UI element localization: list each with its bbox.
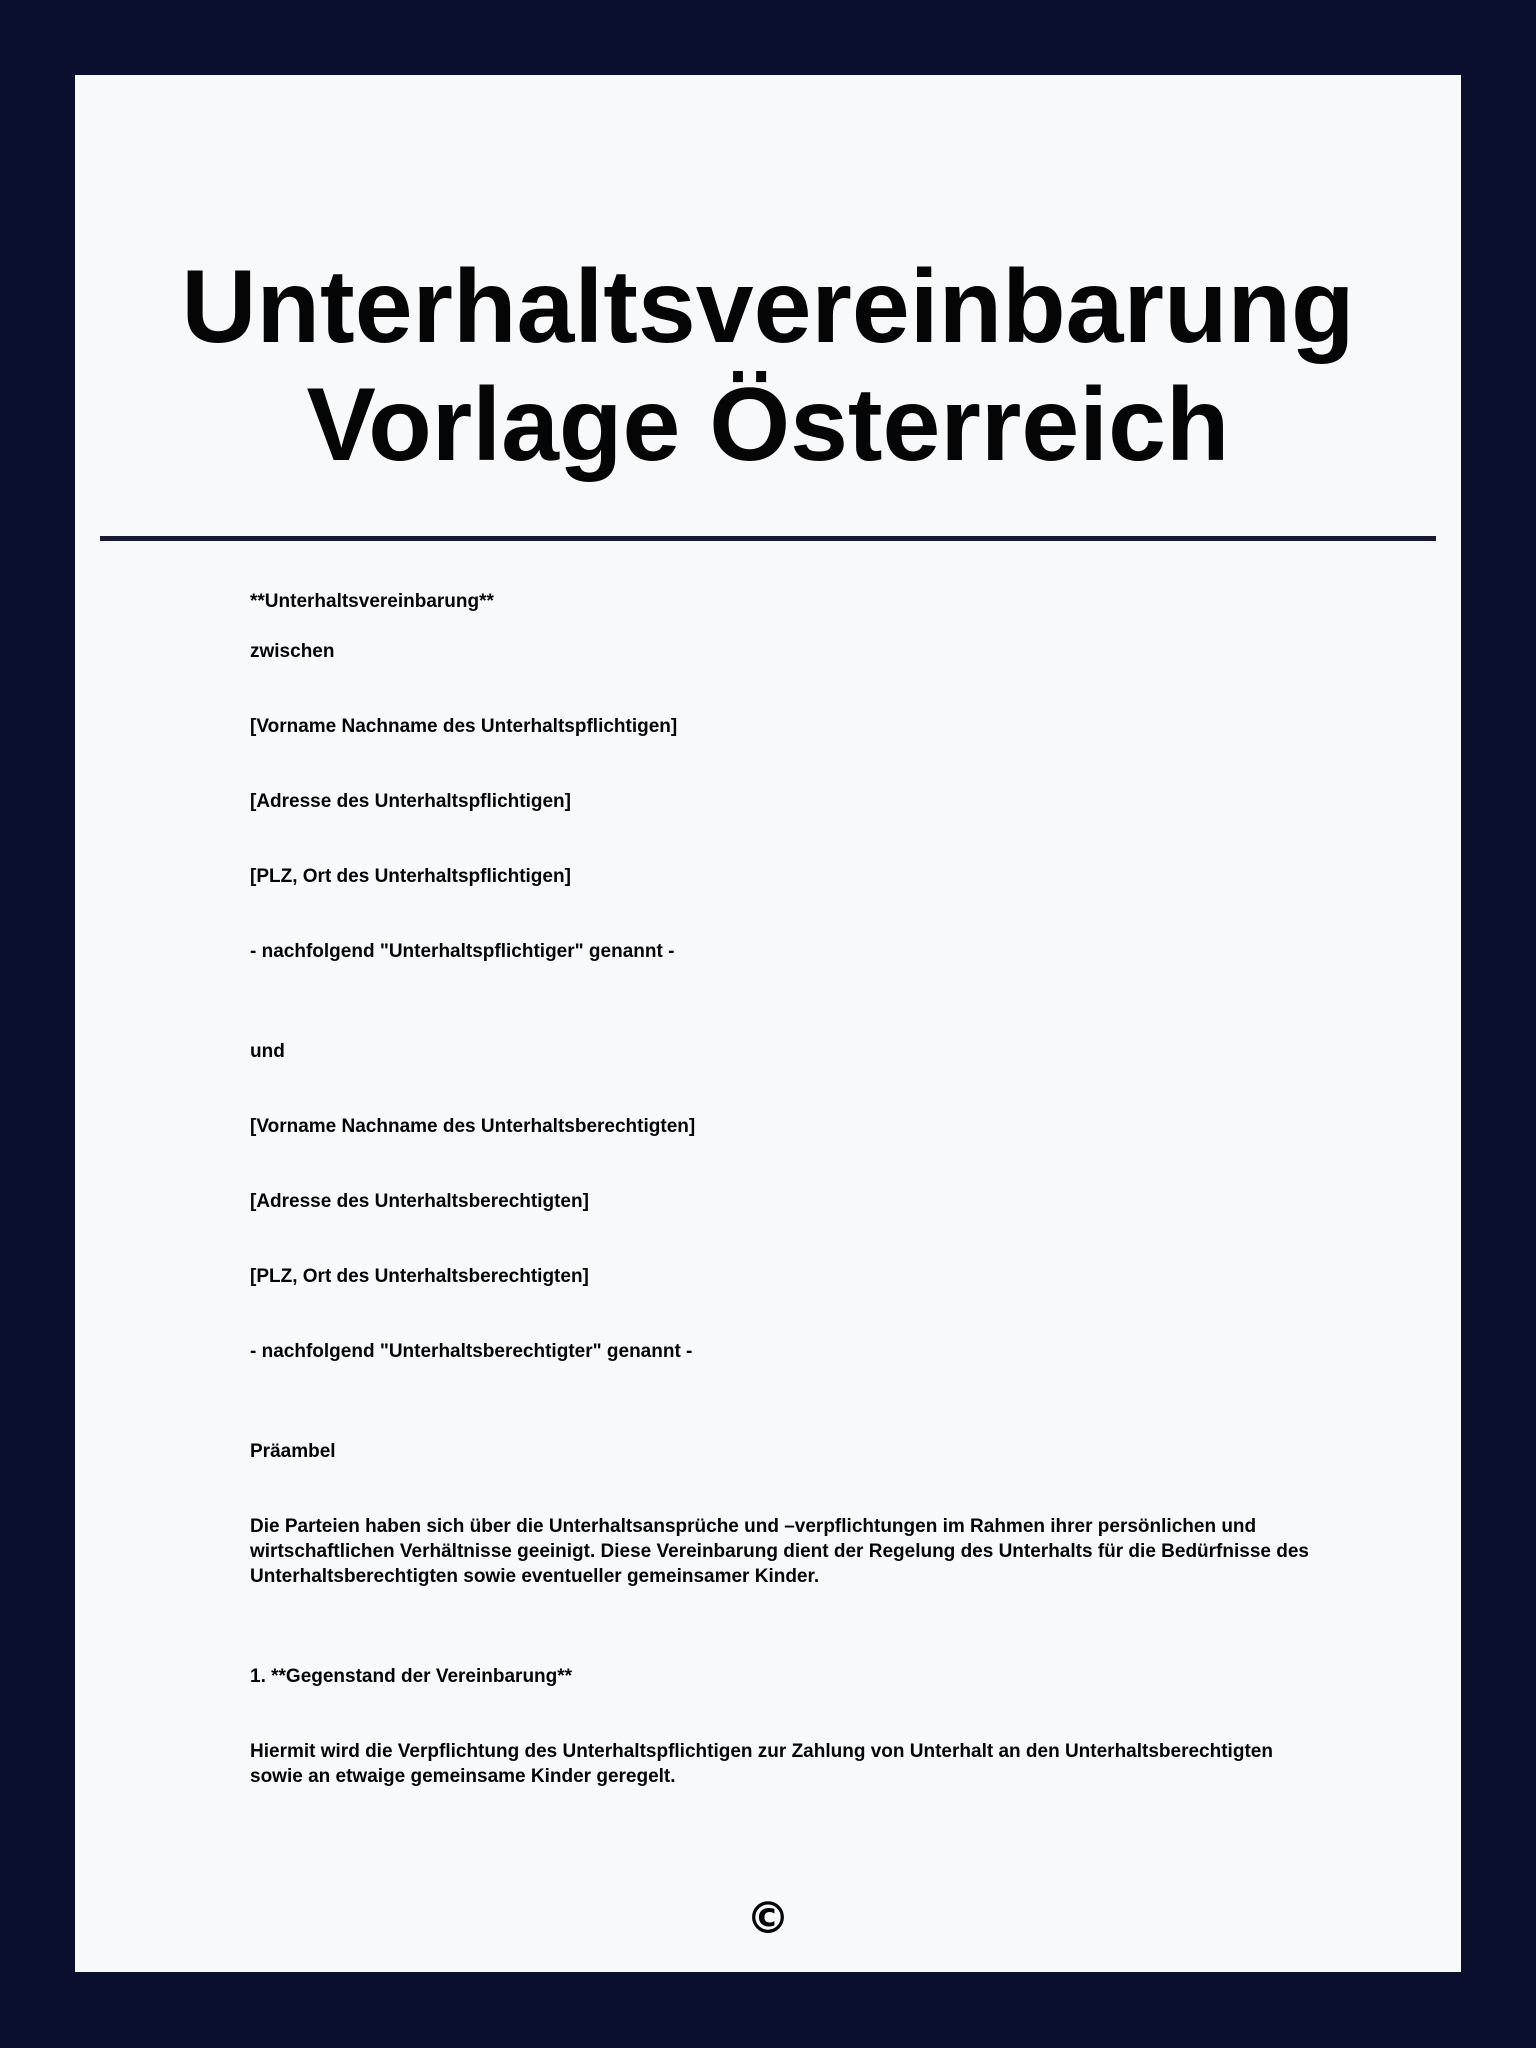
preamble-text: Die Parteien haben sich über die Unterhaltsansprüche und –verpflichtungen im Rahmen ihrer persönlichen und wirtschaftlichen Verhältnisse geeinigt. Diese Vereinbarung dient der Regelung des Unterhalts für die Bedürfnisse des Unterhaltsberechtigten sowie eventueller gemeinsamer Kinder. — [250, 1516, 1309, 1587]
title-divider — [100, 536, 1436, 541]
beneficiary-city: [PLZ, Ort des Unterhaltsberechtigten] — [250, 1266, 589, 1287]
obligor-name: [Vorname Nachname des Unterhaltspflichtigen] — [250, 716, 678, 737]
beneficiary-designation: - nachfolgend "Unterhaltsberechtigter" genannt - — [250, 1341, 693, 1362]
obligor-city: [PLZ, Ort des Unterhaltspflichtigen] — [250, 866, 571, 887]
title-line-1: Unterhaltsvereinbarung — [181, 249, 1355, 365]
section-1-text: Hiermit wird die Verpflichtung des Unterhaltspflichtigen zur Zahlung von Unterhalt an den Unterhaltsberechtigten sowie an etwaige gemeinsame Kinder geregelt. — [250, 1741, 1273, 1787]
beneficiary-address: [Adresse des Unterhaltsberechtigten] — [250, 1191, 589, 1212]
copyright-icon: © — [746, 1893, 790, 1944]
beneficiary-name: [Vorname Nachname des Unterhaltsberechtigten] — [250, 1116, 696, 1137]
preamble-heading: Präambel — [250, 1441, 336, 1462]
section-1-heading: 1. **Gegenstand der Vereinbarung** — [250, 1666, 573, 1687]
agreement-heading: **Unterhaltsvereinbarung** — [250, 591, 494, 612]
and-label: und — [250, 1041, 285, 1062]
obligor-designation: - nachfolgend "Unterhaltspflichtiger" genannt - — [250, 941, 675, 962]
between-label: zwischen — [250, 641, 335, 662]
title-line-2: Vorlage Österreich — [306, 367, 1230, 483]
document-page — [75, 75, 1461, 1972]
obligor-address: [Adresse des Unterhaltspflichtigen] — [250, 791, 571, 812]
document-title — [75, 248, 1461, 484]
